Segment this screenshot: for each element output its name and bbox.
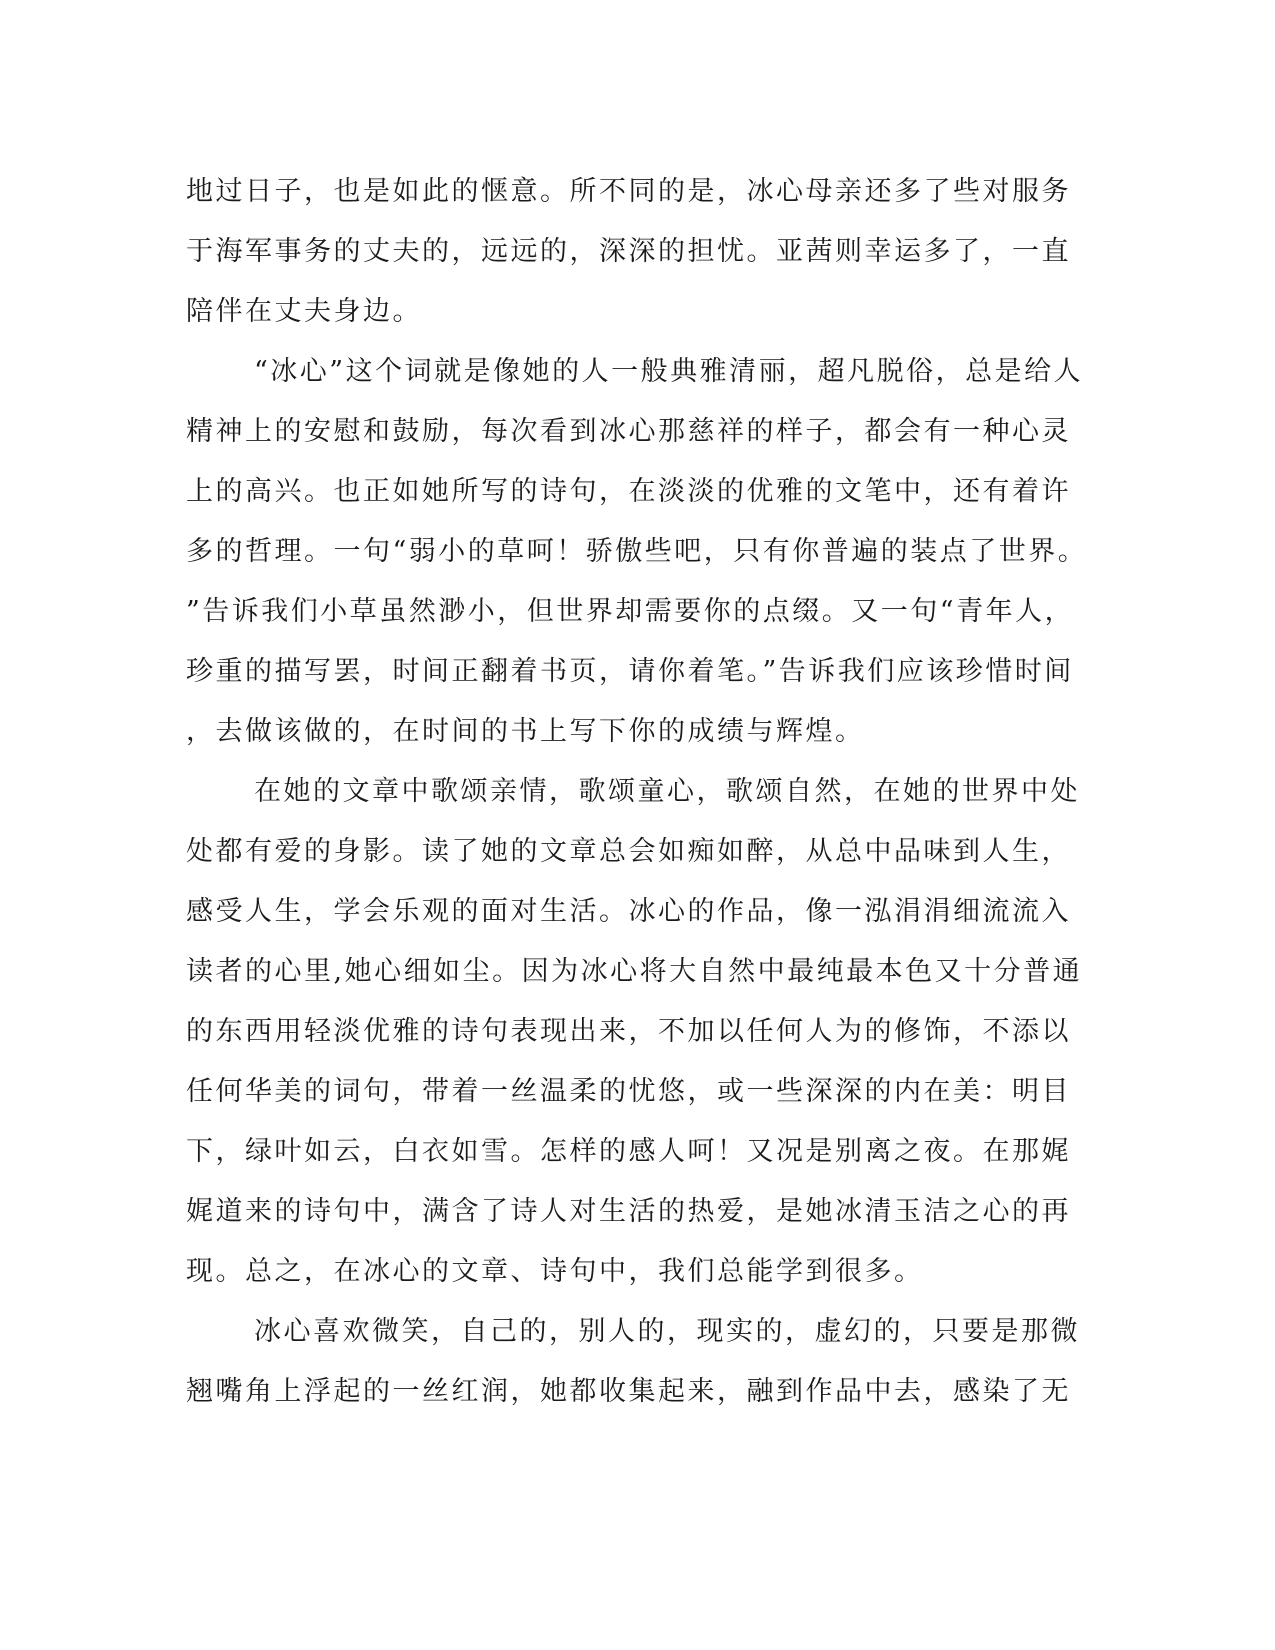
text-line: 任何华美的词句，带着一丝温柔的忧悠，或一些深深的内在美：明目: [186, 1076, 1071, 1107]
text-line: 陪伴在丈夫身边。: [186, 296, 422, 327]
paragraph-start-line: “冰心”这个词就是像她的人一般典雅清丽，超凡脱俗，总是给人: [254, 356, 1084, 387]
text-line: 感受人生，学会乐观的面对生活。冰心的作品，像一泓涓涓细流流入: [186, 896, 1071, 927]
body-text: [186, 162, 1088, 1422]
text-line: 珍重的描写罢，时间正翻着书页，请你着笔。”告诉我们应该珍惜时间: [186, 656, 1074, 687]
text-line: 于海军事务的丈夫的，远远的，深深的担忧。亚茜则幸运多了，一直: [186, 236, 1071, 267]
text-line: 多的哲理。一句“弱小的草呵！骄傲些吧，只有你普遍的装点了世界。: [186, 536, 1088, 567]
text-line: 的东西用轻淡优雅的诗句表现出来，不加以任何人为的修饰，不添以: [186, 1016, 1071, 1047]
paragraph-start-line: 冰心喜欢微笑，自己的，别人的，现实的，虚幻的，只要是那微: [254, 1316, 1080, 1347]
text-line: 现。总之，在冰心的文章、诗句中，我们总能学到很多。: [186, 1256, 924, 1287]
text-line: 地过日子，也是如此的惬意。所不同的是，冰心母亲还多了些对服务: [186, 176, 1071, 207]
text-line: ，去做该做的，在时间的书上写下你的成绩与辉煌。: [186, 716, 865, 747]
text-line: 上的高兴。也正如她所写的诗句，在淡淡的优雅的文笔中，还有着许: [186, 476, 1071, 507]
text-line: 翘嘴角上浮起的一丝红润，她都收集起来，融到作品中去，感染了无: [186, 1376, 1071, 1407]
text-line: 读者的心里,她心细如尘。因为冰心将大自然中最纯最本色又十分普通: [186, 956, 1083, 987]
text-line: 处都有爱的身影。读了她的文章总会如痴如醉，从总中品味到人生，: [186, 836, 1071, 867]
text-line: ”告诉我们小草虽然渺小，但世界却需要你的点缀。又一句“青年人，: [186, 596, 1075, 627]
text-line: 精神上的安慰和鼓励，每次看到冰心那慈祥的样子，都会有一种心灵: [186, 416, 1071, 447]
text-line: 下，绿叶如云，白衣如雪。怎样的感人呵！又况是别离之夜。在那娓: [186, 1136, 1071, 1167]
text-line: 娓道来的诗句中，满含了诗人对生活的热爱，是她冰清玉洁之心的再: [186, 1196, 1071, 1227]
paragraph-start-line: 在她的文章中歌颂亲情，歌颂童心，歌颂自然，在她的世界中处: [254, 776, 1080, 807]
